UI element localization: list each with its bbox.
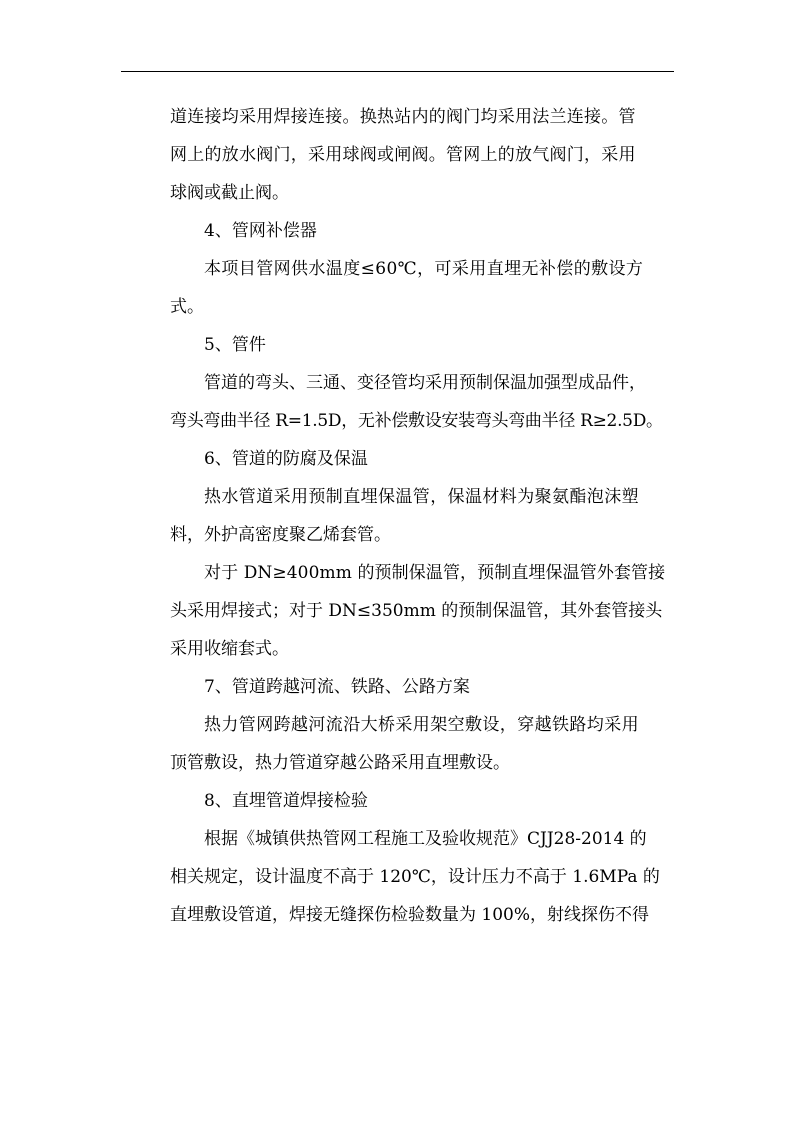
text-line: 4、管网补偿器 <box>204 221 317 241</box>
text-line: 顶管敷设，热力管道穿越公路采用直埋敷设。 <box>170 753 510 773</box>
text-line: 管道的弯头、三通、变径管均采用预制保温加强型成品件， <box>204 373 646 393</box>
text-line: 7、管道跨越河流、铁路、公路方案 <box>204 677 470 697</box>
text-line: 直埋敷设管道，焊接无缝探伤检验数量为 100%，射线探伤不得 <box>170 905 650 925</box>
text-line: 道连接均采用焊接连接。换热站内的阀门均采用法兰连接。管 <box>170 107 636 127</box>
text-line: 头采用焊接式；对于 DN≤350mm 的预制保温管，其外套管接头 <box>170 601 663 621</box>
text-line: 6、管道的防腐及保温 <box>204 449 368 469</box>
text-line: 相关规定，设计温度不高于 120℃，设计压力不高于 1.6MPa 的 <box>170 867 660 887</box>
text-line: 根据《城镇供热管网工程施工及验收规范》CJJ28-2014 的 <box>204 829 647 849</box>
text-line: 式。 <box>170 297 204 317</box>
text-line: 8、直埋管道焊接检验 <box>204 791 368 811</box>
text-line: 对于 DN≥400mm 的预制保温管，预制直埋保温管外套管接 <box>204 563 666 583</box>
text-line: 料，外护高密度聚乙烯套管。 <box>170 525 391 545</box>
text-line: 5、管件 <box>204 335 266 355</box>
text-line: 热水管道采用预制直埋保温管，保温材料为聚氨酯泡沫塑 <box>204 487 639 507</box>
text-line: 热力管网跨越河流沿大桥采用架空敷设，穿越铁路均采用 <box>204 715 639 735</box>
document-body <box>170 98 678 934</box>
text-line: 网上的放水阀门，采用球阀或闸阀。管网上的放气阀门，采用 <box>170 145 636 165</box>
text-line: 球阀或截止阀。 <box>170 183 289 203</box>
text-line: 采用收缩套式。 <box>170 639 289 659</box>
text-line: 本项目管网供水温度≤60℃，可采用直埋无补偿的敷设方 <box>204 259 644 279</box>
text-line: 弯头弯曲半径 R=1.5D，无补偿敷设安装弯头弯曲半径 R≥2.5D。 <box>170 411 663 431</box>
header-rule <box>121 71 674 72</box>
